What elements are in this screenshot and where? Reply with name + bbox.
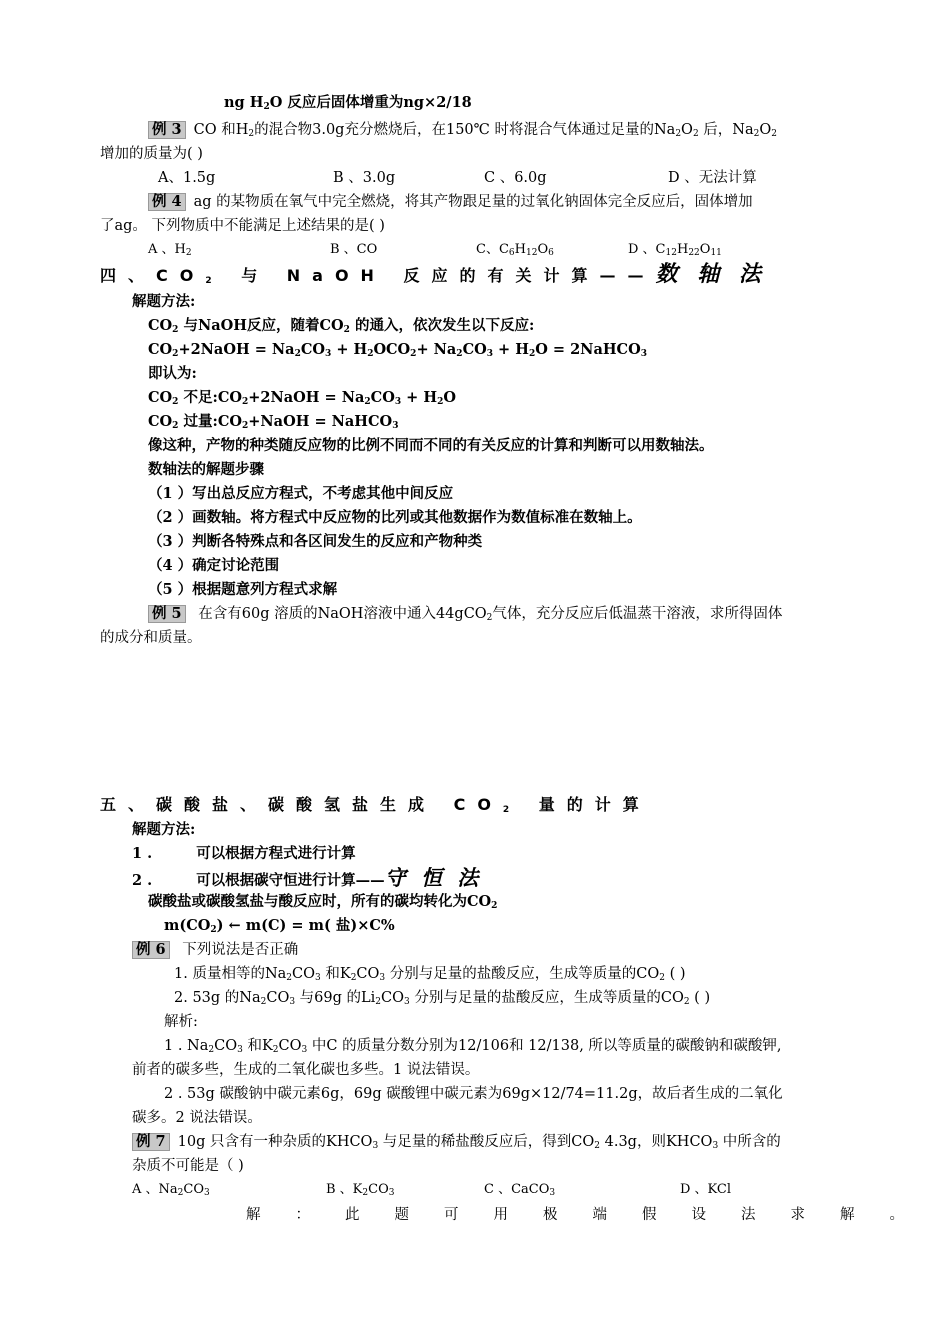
line: $CO_2$ 与NaOH反应，随着$CO_2$ 的通入，依次发生以下反应: [148,317,535,335]
example-4: 例 4 ag 的某物质在氧气中完全燃烧，将其产物跟足量的过氧化钠固体完全反应后，固体增加 [148,192,753,212]
line-h2o-gain: ng $H_2O$ 反应后固体增重为ng×2/18 [224,94,472,112]
option-a: A 、$Na_2CO_3$ [132,1182,210,1198]
option-d: D 、KCl [680,1182,732,1197]
analysis-2b: 碳多。2 说法错误。 [132,1110,262,1126]
example-7: 例 7 10g 只含有一种杂质的$KHCO_3$ 与足量的稀盐酸反应后，得到$CO_2$ 4.3g，则$KHCO_3$ 中所含的 [132,1132,781,1152]
solution-line: 解：此题可用极端假设法求解。 [246,1207,939,1223]
question-1: 1. 质量相等的$Na_2CO_3$ 和$K_2CO_3$ 分别与足量的盐酸反应，生成等质量的$CO_2$ ( ) [174,966,686,983]
line: 像这种，产物的种类随反应物的比例不同而不同的有关反应的计算和判断可以用数轴法。 [148,437,714,454]
line: $CO_2$ 不足$:CO_2+2NaOH = Na_2CO_3 + H_2O$ [148,389,456,407]
example-7-line2: 杂质不可能是（ ) [132,1158,244,1174]
example-tag: 例 6 [132,941,170,959]
example-tag: 例 7 [132,1133,170,1151]
example-tag: 例 5 [148,605,186,623]
option-d: D 、$C_{12}H_{22}O_{11}$ [628,242,722,258]
method-1: 1 . 可以根据方程式进行计算 [132,845,356,862]
option-c: C、$C_6H_{12}O_6$ [476,242,554,258]
section-4-title: 四、$CO_2$ 与 NaOH 反应的有关计算——数 轴 法 [100,262,767,287]
section-5-title: 五、碳酸盐、碳酸氢盐生成 $CO_2$ 量的计算 [100,795,651,815]
line: 碳酸盐或碳酸氢盐与酸反应时，所有的碳均转化为$CO_2$ [148,893,498,911]
example-tag: 例 4 [148,193,186,211]
step: （1 ）写出总反应方程式，不考虑其他中间反应 [148,485,454,502]
option-a: A、1.5g [158,170,216,186]
example-3: 例 3 CO 和$H_2$的混合物3.0g充分燃烧后，在150℃ 时将混合气体通过足量的$Na_2O_2$ 后，$Na_2O_2$ [148,120,777,140]
option-b: B 、$K_2CO_3$ [326,1182,395,1198]
analysis-label: 解析: [164,1014,198,1030]
line: 数轴法的解题步骤 [148,461,264,478]
method-2: 2 . 可以根据碳守恒进行计算——守 恒 法 [132,866,483,890]
method-name: 守 恒 法 [384,866,483,890]
line: 即认为: [148,365,197,382]
method-label: 解题方法: [132,293,196,310]
analysis-1b: 前者的碳多些，生成的二氧化碳也多些。1 说法错误。 [132,1062,480,1078]
example-4-line2: 了ag。 下列物质中不能满足上述结果的是( ) [100,218,385,234]
example-5: 例 5 在含有60g 溶质的NaOH溶液中通入44gCO$_2$气体，充分反应后低温蒸干溶液，求所得固体 [148,604,782,624]
question-2: 2. 53g 的$Na_2CO_3$ 与69g 的$Li_2CO_3$ 分别与足量的盐酸反应，生成等质量的$CO_2$ ( ) [174,990,711,1007]
analysis-1: 1 . $Na_2CO_3$ 和$K_2CO_3$ 中C 的质量分数分别为12/106和 12/138, 所以等质量的碳酸钠和碳酸钾, [164,1038,782,1055]
example-3-line2: 增加的质量为( ) [100,146,203,162]
option-d: D 、无法计算 [668,170,757,186]
option-b: B 、CO [330,242,378,257]
example-tag: 例 3 [148,121,186,139]
equation-2: $CO_2+ Na_2CO_3 + H_2O$ = 2NaHCO$_3$ [386,341,647,359]
option-c: C 、CaCO$_3$ [484,1182,556,1198]
option-a: A 、$H_2$ [148,242,192,258]
step: （5 ）根据题意列方程式求解 [148,581,338,598]
option-b: B 、3.0g [333,170,396,186]
step: （4 ）确定讨论范围 [148,557,280,574]
formula: $m(CO_2)$ ← m(C) = m( 盐)×C% [164,917,395,935]
analysis-2: 2 . 53g 碳酸钠中碳元素6g，69g 碳酸锂中碳元素为69g×12/74=11.2g，故后者生成的二氧化 [164,1086,783,1102]
step: （3 ）判断各特殊点和各区间发生的反应和产物种类 [148,533,483,550]
method-label: 解题方法: [132,821,196,838]
option-c: C 、6.0g [484,170,547,186]
equation-1: $CO_2+2NaOH = Na_2CO_3 + H_2O$ [148,341,387,359]
method-name: 数 轴 法 [655,262,767,287]
example-6: 例 6 下列说法是否正确 [132,940,298,960]
step: （2 ）画数轴。将方程式中反应物的比列或其他数据作为数值标准在数轴上。 [148,509,642,526]
example-5-line2: 的成分和质量。 [100,630,202,646]
line: $CO_2$ 过量$:CO_2+NaOH$ = NaHCO$_3$ [148,413,399,431]
